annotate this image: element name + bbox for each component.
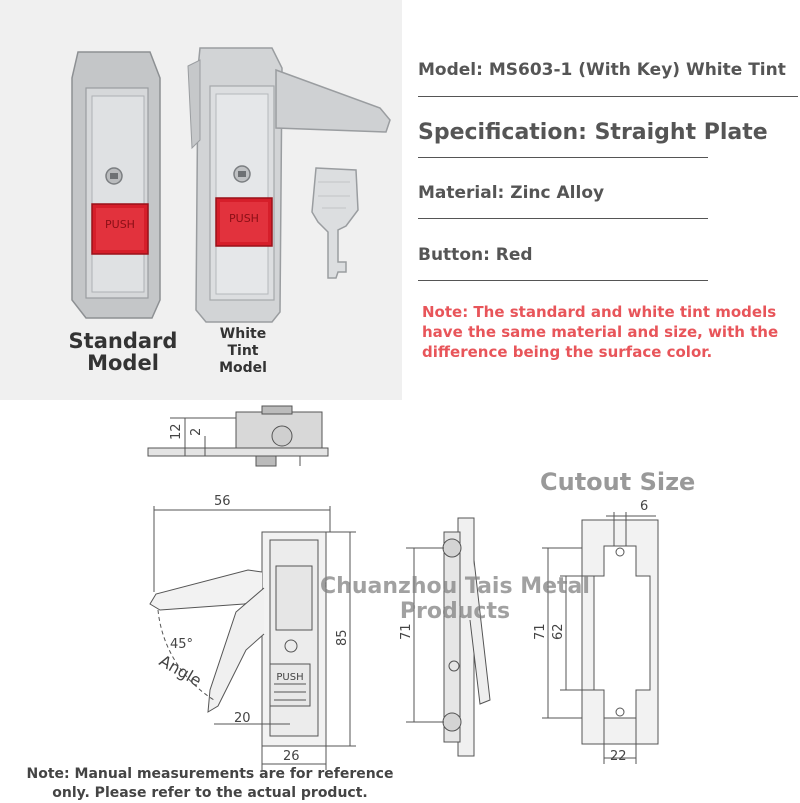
divider: [418, 96, 798, 97]
dim-71-side: 71: [399, 623, 414, 640]
angle-label: Angle: [156, 651, 205, 691]
standard-latch: [72, 52, 160, 318]
white-tint-caption: White Tint Model: [219, 326, 267, 376]
divider: [418, 280, 708, 281]
material-line: Material: Zinc Alloy: [418, 183, 605, 203]
dim-62-cutout: 62: [551, 623, 566, 640]
button-line: Button: Red: [418, 245, 533, 265]
dim-20: 20: [234, 711, 251, 726]
dim-71-cutout: 71: [533, 623, 548, 640]
white-tint-latch: [188, 48, 390, 322]
dim-26: 26: [283, 749, 300, 764]
dim-12: 12: [169, 423, 184, 440]
dim-22-cutout: 22: [610, 749, 627, 764]
dim-56: 56: [214, 494, 231, 509]
dim-85: 85: [335, 629, 350, 646]
product-photo-panel: [0, 0, 402, 400]
specification-line: Specification: Straight Plate: [418, 120, 768, 145]
divider: [418, 157, 708, 158]
dim-6-cutout: 6: [640, 499, 649, 514]
dim-2: 2: [189, 427, 204, 436]
drawing-push-label: PUSH: [276, 672, 304, 683]
standard-model-caption: Standard Model: [68, 329, 178, 376]
specification-panel: [402, 0, 800, 400]
model-line: Model: MS603-1 (With Key) White Tint: [418, 60, 786, 80]
watermark: Chuanzhou Tais Metal Products: [320, 574, 590, 624]
standard-push-label: PUSH: [105, 218, 135, 231]
white-push-label: PUSH: [229, 212, 259, 225]
divider: [418, 218, 708, 219]
dim-angle: 45°: [170, 637, 194, 652]
side-view: [406, 518, 490, 756]
surface-color-note: Note: The standard and white tint models have the same material and size, with the difference being the surface color.: [422, 303, 779, 361]
cutout-size-title: Cutout Size: [540, 468, 696, 496]
measurement-note: Note: Manual measurements are for reference only. Please refer to the actual product.: [26, 766, 394, 801]
key: [312, 168, 358, 278]
